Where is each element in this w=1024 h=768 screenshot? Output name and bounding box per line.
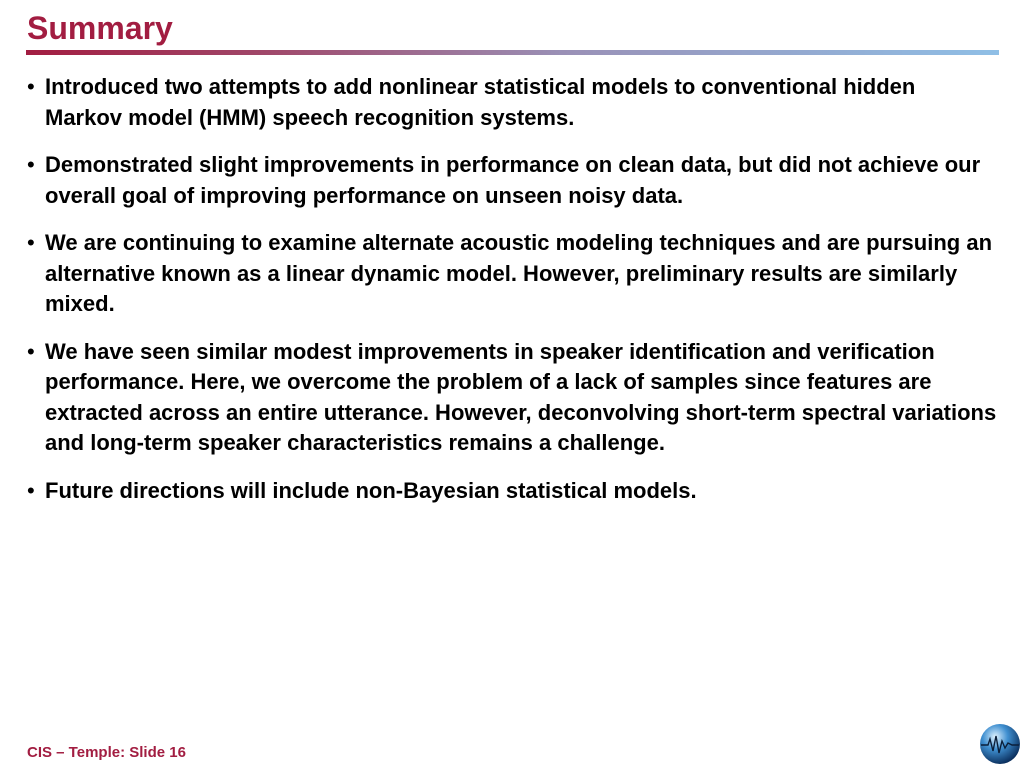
bullet-item [27,476,997,507]
bullet-item [27,72,997,133]
bullet-text: Future directions will include non-Bayesian statistical models. [45,477,697,503]
bullet-list [27,72,997,523]
bullet-text: We have seen similar modest improvements in speaker identification and verification performance. Here, we overcome the problem of a lack of samples since features are extracted across an entire utterance. However, deconvolving short-term spectral variations and long-term speaker characteristics remains a challenge. [45,338,997,455]
bullet-dot: • [27,230,35,255]
slide-footer: CIS – Temple: Slide 16 [27,744,186,761]
bullet-item [27,228,997,320]
slide-title: Summary [27,10,173,46]
bullet-text: Introduced two attempts to add nonlinear statistical models to conventional hidden Markov model (HMM) speech recognition systems. [45,74,916,130]
bullet-dot: • [27,477,35,503]
globe-logo-icon [978,722,1022,766]
bullet-item [27,337,997,459]
bullet-dot: • [27,74,35,99]
bullet-dot: • [27,338,35,364]
bullet-item [27,150,997,211]
bullet-dot: • [27,152,35,177]
title-divider [26,50,999,55]
bullet-text: We are continuing to examine alternate acoustic modeling techniques and are pursuing an alternative known as a linear dynamic model. However, preliminary results are similarly mixed. [45,230,993,316]
bullet-text: Demonstrated slight improvements in performance on clean data, but did not achieve our overall goal of improving performance on unseen noisy data. [45,152,981,208]
